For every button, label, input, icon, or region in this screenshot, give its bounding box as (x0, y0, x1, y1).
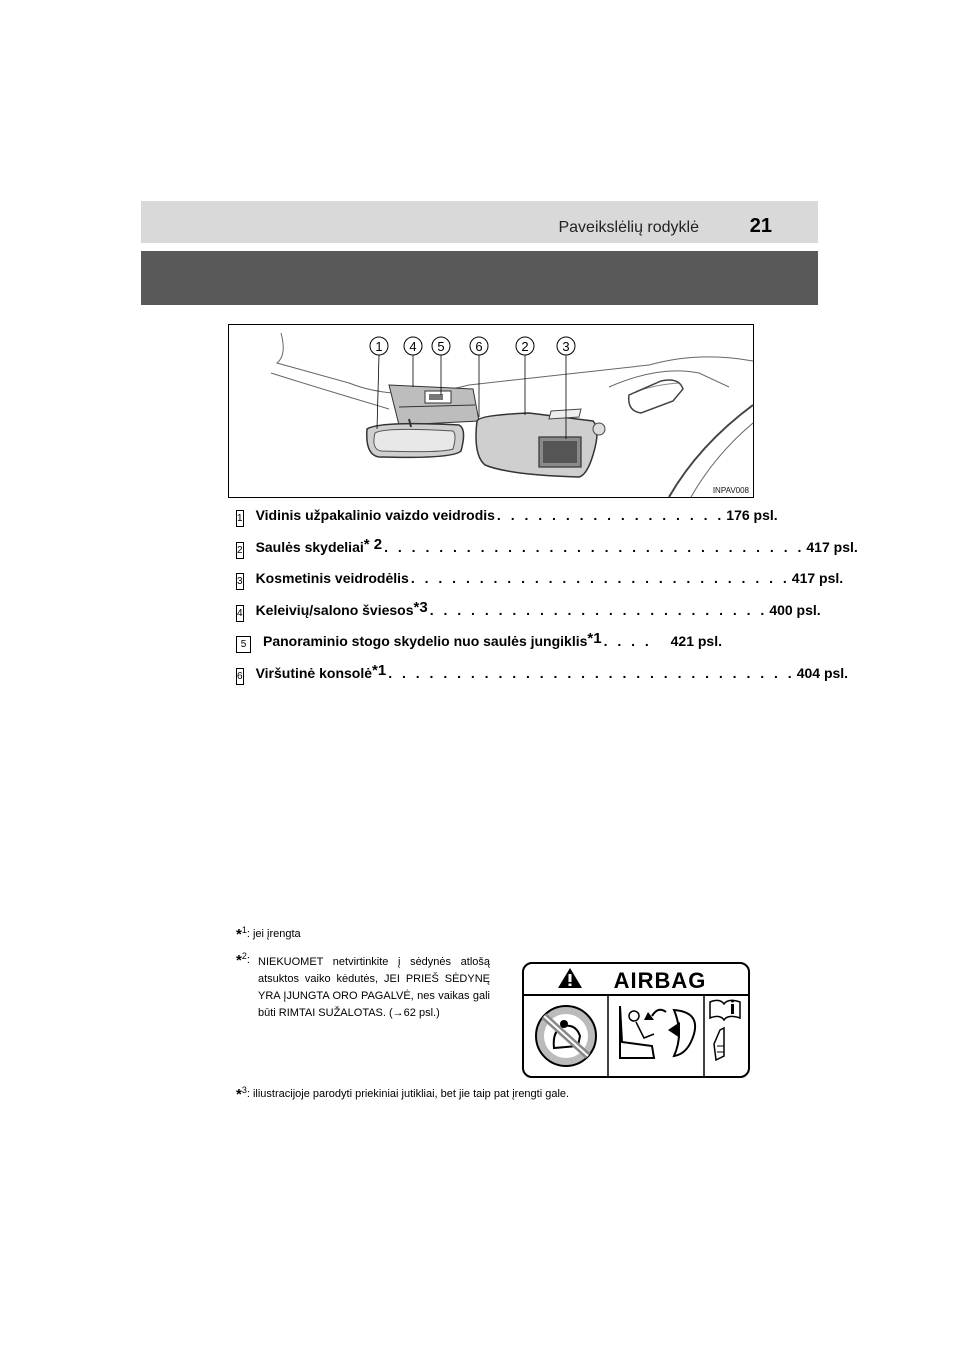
footnote-text: : iliustracijoje parodyti priekiniai jutikliai, bet jie taip pat įrengti gale. (246, 1088, 570, 1100)
section-banner (141, 251, 818, 305)
footnote-text: NIEKUOMET netvirtinkite į sėdynės atlošą atsuktos vaiko kėdutės, JEI PRIEŠ SĖDYNĘ YRA ĮJUNGTA ORO PAGALVĖ, nes vaikas gali būti RIMTAI SUŽALOTAS. (→62 psl.) (258, 956, 490, 1019)
item-page-ref: 404 psl. (796, 664, 849, 681)
footnote-3 (236, 1085, 569, 1103)
footnote-ref: *1 (372, 661, 387, 679)
asterisk-icon: * (236, 1086, 242, 1103)
footnote-mark: 3 (241, 1085, 247, 1095)
list-item (236, 570, 844, 594)
callout-4: 4 (409, 339, 417, 354)
hand-pointer-icon (714, 1028, 724, 1060)
footnote-text: : jei įrengta (246, 928, 301, 940)
item-number: 6 (236, 668, 244, 685)
callout-2: 2 (521, 339, 529, 354)
footnote-ref: * 2 (363, 535, 383, 553)
item-label: Panoraminio stogo skydelio nuo saulės jungiklis (263, 633, 588, 649)
item-label: Keleivių/salono šviesos (255, 601, 414, 618)
item-number: 3 (236, 573, 244, 590)
overhead-interior-illustration (228, 324, 754, 498)
callout-6: 6 (475, 339, 483, 354)
list-item (236, 598, 821, 626)
leader-dots: . . . . . . . . . . . . . . . . . . . . . . . . . (429, 601, 768, 618)
item-page-ref: 421 psl. (670, 633, 722, 649)
list-item (236, 535, 858, 563)
airbag-label-drawing (524, 964, 748, 1076)
leader-dots: . . . . . . . . . . . . . . . . . (496, 507, 725, 523)
manual-book-icon (710, 1000, 740, 1020)
footnote-ref: *3 (413, 598, 428, 616)
list-item (236, 630, 722, 657)
callout-5: 5 (437, 339, 445, 354)
leader-dots: . . . . (603, 633, 652, 649)
item-number: 2 (236, 542, 244, 559)
list-item (236, 507, 778, 531)
item-page-ref: 417 psl. (791, 570, 844, 586)
item-number: 1 (236, 510, 244, 527)
item-number: 4 (236, 605, 244, 622)
list-item (236, 661, 849, 689)
item-page-ref: 417 psl. (806, 538, 858, 555)
leader-dots: . . . . . . . . . . . . . . . . . . . . . . . . . . . . . . (388, 664, 795, 681)
item-label: Vidinis užpakalinio vaizdo veidrodis (255, 507, 495, 523)
header-title: Paveikslėlių rodyklė (558, 219, 699, 236)
footnote-ref: *1 (587, 630, 602, 647)
figure-code: INPAV008 (712, 486, 749, 495)
page-header (141, 201, 818, 243)
item-page-ref: 176 psl. (726, 507, 778, 523)
item-label: Kosmetinis veidrodėlis (255, 570, 409, 586)
leader-dots: . . . . . . . . . . . . . . . . . . . . . . . . . . . . . . . (384, 538, 805, 555)
asterisk-icon: * (236, 952, 242, 969)
asterisk-icon: * (236, 926, 242, 943)
airbag-warning-label (522, 962, 750, 1078)
page-number: 21 (749, 215, 772, 237)
footnote-mark: 1 (241, 925, 247, 935)
item-label: Saulės skydeliai (255, 538, 364, 555)
item-page-ref: 400 psl. (769, 601, 821, 618)
callout-3: 3 (562, 339, 570, 354)
footnote-mark: 2 (241, 951, 247, 961)
overhead-drawing (229, 325, 753, 497)
leader-dots: . . . . . . . . . . . . . . . . . . . . . . . . . . . . (410, 570, 790, 586)
parts-list (236, 507, 858, 696)
callout-1: 1 (375, 339, 383, 354)
item-number: 5 (236, 636, 251, 653)
item-label: Viršutinė konsolė (255, 664, 373, 681)
airbag-label-title: AIRBAG (613, 968, 707, 993)
footnote-1 (236, 925, 301, 943)
